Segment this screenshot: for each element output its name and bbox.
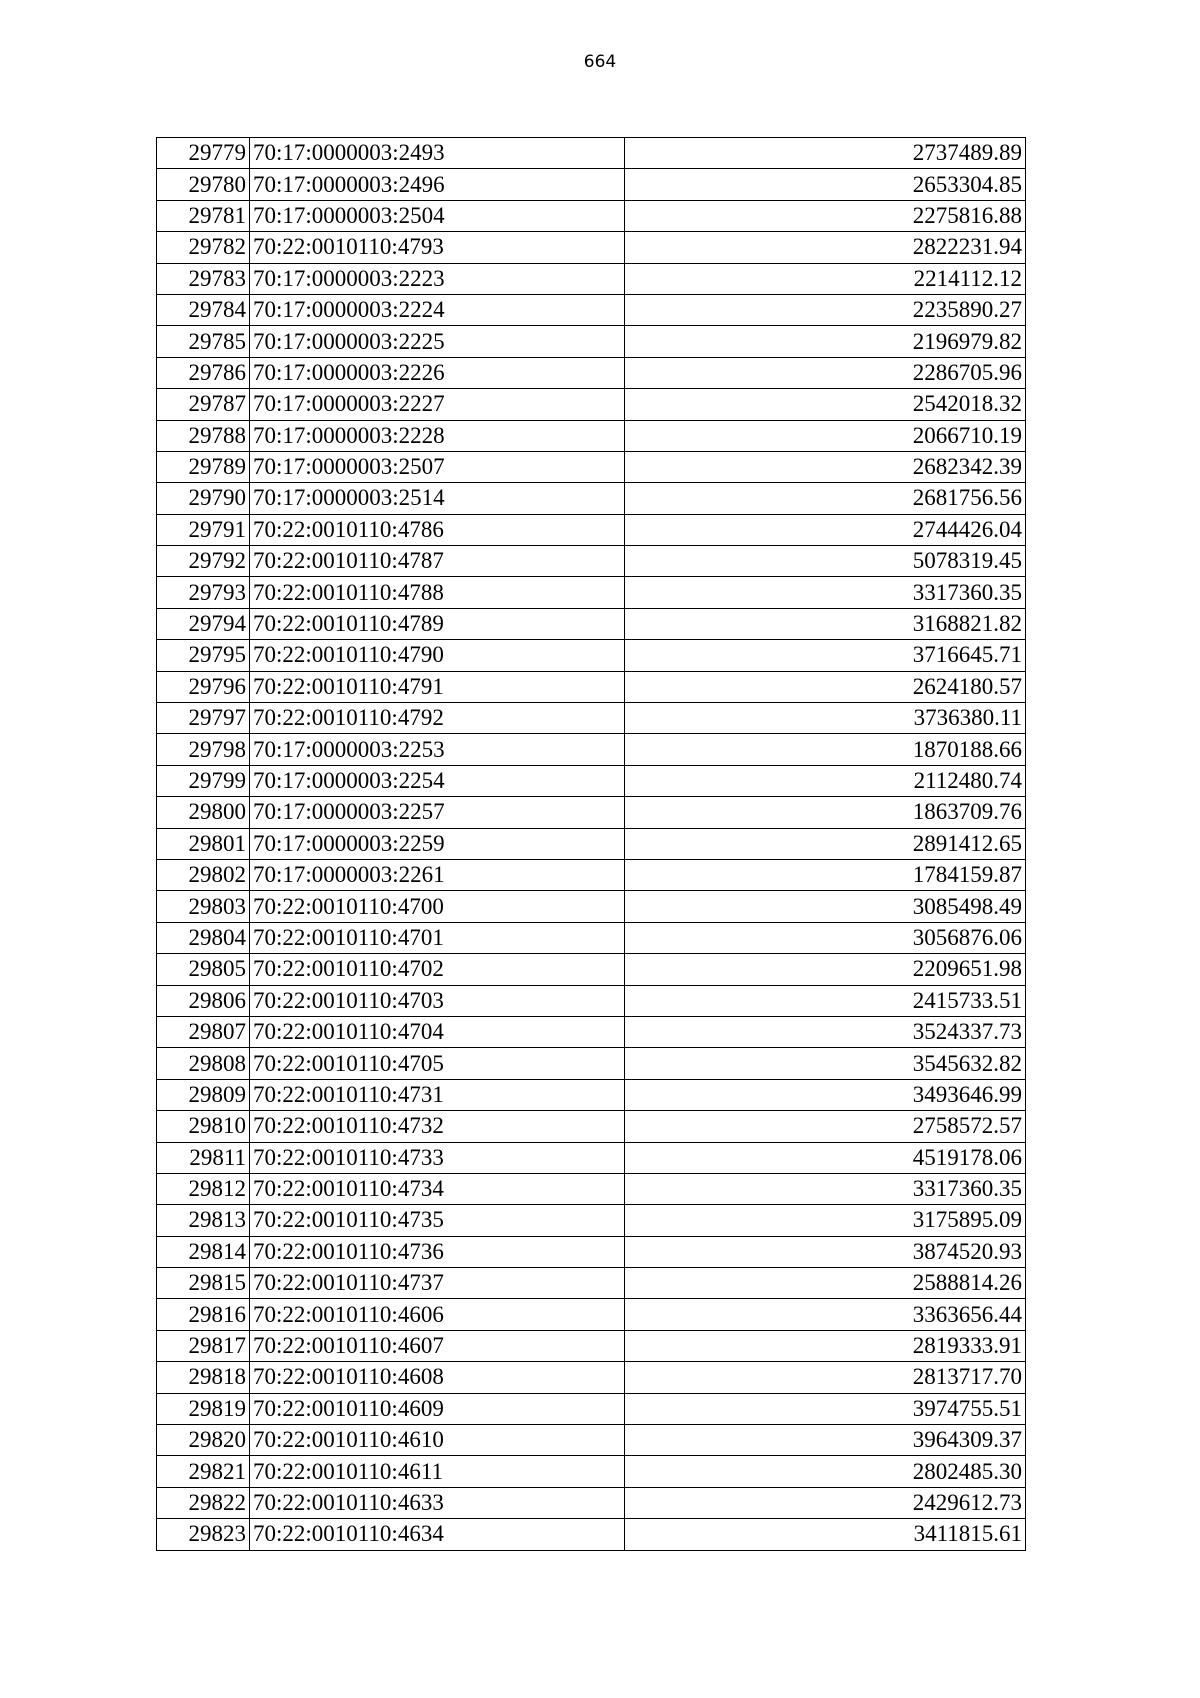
row-number-cell: 29810 [157,1111,250,1142]
row-number-cell: 29780 [157,169,250,200]
row-number-cell: 29812 [157,1173,250,1204]
cadastral-value-cell: 1863709.76 [625,797,1026,828]
cadastral-number-cell: 70:22:0010110:4700 [250,891,625,922]
table-row [157,514,1026,545]
cadastral-number-cell: 70:22:0010110:4705 [250,1048,625,1079]
cadastral-value-cell: 2235890.27 [625,294,1026,325]
table-row [157,922,1026,953]
row-number-cell: 29800 [157,797,250,828]
row-number-cell: 29786 [157,357,250,388]
row-number-cell: 29815 [157,1268,250,1299]
table-row [157,294,1026,325]
cadastral-value-cell: 2681756.56 [625,483,1026,514]
cadastral-value-cell: 3411815.61 [625,1519,1026,1550]
cadastral-number-cell: 70:22:0010110:4611 [250,1456,625,1487]
table-row [157,326,1026,357]
table-row [157,200,1026,231]
cadastral-number-cell: 70:22:0010110:4792 [250,703,625,734]
table-row [157,765,1026,796]
row-number-cell: 29784 [157,294,250,325]
cadastral-value-cell: 2588814.26 [625,1268,1026,1299]
cadastral-value-cell: 2066710.19 [625,420,1026,451]
cadastral-value-cell: 2209651.98 [625,954,1026,985]
row-number-cell: 29822 [157,1487,250,1518]
row-number-cell: 29819 [157,1393,250,1424]
row-number-cell: 29805 [157,954,250,985]
row-number-cell: 29811 [157,1142,250,1173]
row-number-cell: 29809 [157,1079,250,1110]
cadastral-value-cell: 3874520.93 [625,1236,1026,1267]
cadastral-value-cell: 5078319.45 [625,546,1026,577]
cadastral-value-cell: 2196979.82 [625,326,1026,357]
cadastral-number-cell: 70:22:0010110:4606 [250,1299,625,1330]
table-row [157,1425,1026,1456]
cadastral-number-cell: 70:22:0010110:4607 [250,1330,625,1361]
cadastral-value-cell: 3363656.44 [625,1299,1026,1330]
cadastral-number-cell: 70:22:0010110:4731 [250,1079,625,1110]
cadastral-value-cell: 2286705.96 [625,357,1026,388]
table-row [157,357,1026,388]
cadastral-value-cell: 3056876.06 [625,922,1026,953]
cadastral-number-cell: 70:22:0010110:4787 [250,546,625,577]
table-row [157,828,1026,859]
cadastral-value-cell: 3493646.99 [625,1079,1026,1110]
cadastral-number-cell: 70:22:0010110:4733 [250,1142,625,1173]
cadastral-value-table [156,137,1026,1551]
cadastral-value-cell: 2891412.65 [625,828,1026,859]
cadastral-number-cell: 70:22:0010110:4736 [250,1236,625,1267]
row-number-cell: 29807 [157,1016,250,1047]
cadastral-number-cell: 70:17:0000003:2226 [250,357,625,388]
cadastral-number-cell: 70:22:0010110:4737 [250,1268,625,1299]
table-row [157,1299,1026,1330]
cadastral-number-cell: 70:17:0000003:2257 [250,797,625,828]
table-row [157,1205,1026,1236]
cadastral-value-cell: 2758572.57 [625,1111,1026,1142]
cadastral-value-cell: 1784159.87 [625,859,1026,890]
cadastral-value-cell: 2682342.39 [625,451,1026,482]
cadastral-number-cell: 70:22:0010110:4704 [250,1016,625,1047]
cadastral-value-cell: 4519178.06 [625,1142,1026,1173]
row-number-cell: 29779 [157,138,250,169]
cadastral-number-cell: 70:17:0000003:2493 [250,138,625,169]
cadastral-value-cell: 2813717.70 [625,1362,1026,1393]
cadastral-value-cell: 2624180.57 [625,671,1026,702]
table-row [157,1268,1026,1299]
cadastral-value-cell: 2653304.85 [625,169,1026,200]
cadastral-number-cell: 70:17:0000003:2507 [250,451,625,482]
table-row [157,640,1026,671]
row-number-cell: 29804 [157,922,250,953]
cadastral-number-cell: 70:22:0010110:4610 [250,1425,625,1456]
table-body [157,138,1026,1551]
table-row [157,389,1026,420]
table-row [157,1142,1026,1173]
row-number-cell: 29818 [157,1362,250,1393]
row-number-cell: 29788 [157,420,250,451]
table-row [157,483,1026,514]
row-number-cell: 29796 [157,671,250,702]
cadastral-number-cell: 70:22:0010110:4702 [250,954,625,985]
cadastral-value-cell: 2275816.88 [625,200,1026,231]
cadastral-value-cell: 3168821.82 [625,608,1026,639]
cadastral-number-cell: 70:17:0000003:2261 [250,859,625,890]
row-number-cell: 29790 [157,483,250,514]
row-number-cell: 29821 [157,1456,250,1487]
table-row [157,1487,1026,1518]
cadastral-number-cell: 70:17:0000003:2227 [250,389,625,420]
cadastral-value-cell: 2822231.94 [625,232,1026,263]
cadastral-value-cell: 2802485.30 [625,1456,1026,1487]
row-number-cell: 29802 [157,859,250,890]
table-row [157,797,1026,828]
cadastral-value-cell: 3524337.73 [625,1016,1026,1047]
table-row [157,1016,1026,1047]
cadastral-value-cell: 1870188.66 [625,734,1026,765]
cadastral-number-cell: 70:22:0010110:4734 [250,1173,625,1204]
row-number-cell: 29823 [157,1519,250,1550]
row-number-cell: 29785 [157,326,250,357]
table-row [157,263,1026,294]
row-number-cell: 29820 [157,1425,250,1456]
cadastral-value-cell: 2819333.91 [625,1330,1026,1361]
row-number-cell: 29801 [157,828,250,859]
table-row [157,1236,1026,1267]
cadastral-value-cell: 3317360.35 [625,1173,1026,1204]
table-row [157,577,1026,608]
table-row [157,546,1026,577]
row-number-cell: 29817 [157,1330,250,1361]
row-number-cell: 29816 [157,1299,250,1330]
table-row [157,1173,1026,1204]
cadastral-number-cell: 70:22:0010110:4793 [250,232,625,263]
cadastral-value-cell: 3736380.11 [625,703,1026,734]
cadastral-number-cell: 70:22:0010110:4788 [250,577,625,608]
row-number-cell: 29798 [157,734,250,765]
table-row [157,859,1026,890]
table-row [157,1079,1026,1110]
cadastral-number-cell: 70:17:0000003:2228 [250,420,625,451]
cadastral-number-cell: 70:22:0010110:4789 [250,608,625,639]
cadastral-value-cell: 2214112.12 [625,263,1026,294]
table-row [157,954,1026,985]
cadastral-number-cell: 70:22:0010110:4732 [250,1111,625,1142]
cadastral-value-cell: 2429612.73 [625,1487,1026,1518]
table-row [157,138,1026,169]
cadastral-value-cell: 2744426.04 [625,514,1026,545]
cadastral-number-cell: 70:22:0010110:4703 [250,985,625,1016]
row-number-cell: 29799 [157,765,250,796]
cadastral-value-cell: 3716645.71 [625,640,1026,671]
row-number-cell: 29789 [157,451,250,482]
table-row [157,891,1026,922]
row-number-cell: 29803 [157,891,250,922]
table-row [157,1048,1026,1079]
cadastral-value-cell: 3085498.49 [625,891,1026,922]
cadastral-number-cell: 70:22:0010110:4701 [250,922,625,953]
table-row [157,169,1026,200]
row-number-cell: 29791 [157,514,250,545]
cadastral-number-cell: 70:22:0010110:4790 [250,640,625,671]
cadastral-number-cell: 70:22:0010110:4786 [250,514,625,545]
cadastral-number-cell: 70:17:0000003:2259 [250,828,625,859]
table-row [157,703,1026,734]
page-number: 664 [583,52,617,72]
table-row [157,1456,1026,1487]
cadastral-value-cell: 2415733.51 [625,985,1026,1016]
cadastral-number-cell: 70:17:0000003:2225 [250,326,625,357]
table-row [157,420,1026,451]
row-number-cell: 29794 [157,608,250,639]
row-number-cell: 29787 [157,389,250,420]
cadastral-number-cell: 70:22:0010110:4609 [250,1393,625,1424]
table-row [157,1393,1026,1424]
table-row [157,985,1026,1016]
cadastral-number-cell: 70:22:0010110:4608 [250,1362,625,1393]
table-row [157,1111,1026,1142]
cadastral-number-cell: 70:17:0000003:2514 [250,483,625,514]
table-row [157,1330,1026,1361]
cadastral-value-cell: 2737489.89 [625,138,1026,169]
table-row [157,451,1026,482]
cadastral-number-cell: 70:22:0010110:4735 [250,1205,625,1236]
row-number-cell: 29782 [157,232,250,263]
cadastral-value-cell: 3175895.09 [625,1205,1026,1236]
row-number-cell: 29814 [157,1236,250,1267]
row-number-cell: 29813 [157,1205,250,1236]
table-row [157,1362,1026,1393]
row-number-cell: 29795 [157,640,250,671]
cadastral-number-cell: 70:17:0000003:2496 [250,169,625,200]
row-number-cell: 29793 [157,577,250,608]
cadastral-value-cell: 3317360.35 [625,577,1026,608]
table-row [157,1519,1026,1550]
cadastral-number-cell: 70:17:0000003:2223 [250,263,625,294]
cadastral-number-cell: 70:22:0010110:4633 [250,1487,625,1518]
row-number-cell: 29792 [157,546,250,577]
table-row [157,608,1026,639]
cadastral-value-cell: 3964309.37 [625,1425,1026,1456]
row-number-cell: 29808 [157,1048,250,1079]
cadastral-value-cell: 3545632.82 [625,1048,1026,1079]
cadastral-number-cell: 70:22:0010110:4634 [250,1519,625,1550]
row-number-cell: 29781 [157,200,250,231]
cadastral-value-cell: 2112480.74 [625,765,1026,796]
cadastral-number-cell: 70:17:0000003:2504 [250,200,625,231]
row-number-cell: 29783 [157,263,250,294]
cadastral-value-cell: 2542018.32 [625,389,1026,420]
cadastral-number-cell: 70:17:0000003:2224 [250,294,625,325]
table-row [157,232,1026,263]
row-number-cell: 29806 [157,985,250,1016]
cadastral-number-cell: 70:22:0010110:4791 [250,671,625,702]
cadastral-value-cell: 3974755.51 [625,1393,1026,1424]
cadastral-number-cell: 70:17:0000003:2253 [250,734,625,765]
cadastral-number-cell: 70:17:0000003:2254 [250,765,625,796]
row-number-cell: 29797 [157,703,250,734]
table-row [157,671,1026,702]
table-row [157,734,1026,765]
